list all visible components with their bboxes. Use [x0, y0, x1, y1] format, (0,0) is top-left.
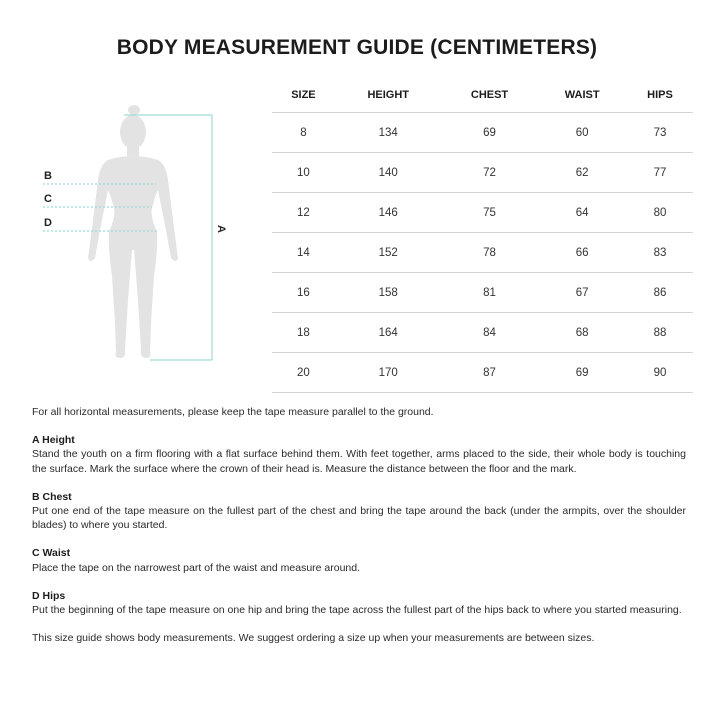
cell-waist: 68 [537, 313, 627, 353]
label-a: A [214, 225, 227, 233]
section-body: Place the tape on the narrowest part of the waist and measure around. [32, 561, 361, 574]
cell-chest: 75 [442, 193, 538, 233]
table-row [272, 193, 693, 233]
cell-height: 146 [335, 193, 442, 233]
cell-waist: 67 [537, 273, 627, 313]
cell-waist: 60 [537, 113, 627, 153]
section-hips [32, 589, 686, 617]
header-size: SIZE [272, 78, 335, 113]
header-chest: CHEST [442, 78, 538, 113]
section-heading: C Waist [32, 547, 71, 560]
measurement-notes [32, 405, 686, 645]
cell-hips: 88 [627, 313, 693, 353]
cell-size: 16 [272, 273, 335, 313]
cell-chest: 87 [442, 353, 538, 393]
header-hips: HIPS [627, 78, 693, 113]
cell-hips: 73 [627, 113, 693, 153]
body-figure [0, 100, 270, 380]
cell-height: 164 [335, 313, 442, 353]
table-row [272, 313, 693, 353]
section-body: Stand the youth on a firm flooring with a flat surface behind them. With feet together, arms placed to the side, their whole body is touching the surface. Mark the surface where the crown of their head is. Measure the distance between the floor and the mark. [32, 448, 686, 475]
footer-text: This size guide shows body measurements. We suggest ordering a size up when your measurements are between sizes. [32, 632, 595, 645]
cell-chest: 81 [442, 273, 538, 313]
section-body: Put the beginning of the tape measure on one hip and bring the tape across the fullest part of the hips back to where you started measuring. [32, 604, 682, 617]
table-row [272, 353, 693, 393]
table-row [272, 113, 693, 153]
size-table [272, 78, 693, 393]
cell-height: 152 [335, 233, 442, 273]
table-row [272, 273, 693, 313]
cell-size: 12 [272, 193, 335, 233]
intro-text: For all horizontal measurements, please keep the tape measure parallel to the ground. [32, 406, 434, 418]
section-body: Put one end of the tape measure on the fullest part of the chest and bring the tape around the back (under the armpits, over the shoulder blades) to where you started. [32, 505, 686, 532]
section-heading: D Hips [32, 589, 66, 602]
cell-height: 170 [335, 353, 442, 393]
cell-size: 10 [272, 153, 335, 193]
cell-size: 20 [272, 353, 335, 393]
cell-chest: 72 [442, 153, 538, 193]
section-waist [32, 546, 686, 574]
cell-size: 18 [272, 313, 335, 353]
cell-hips: 77 [627, 153, 693, 193]
label-d: D [44, 217, 52, 229]
section-heading: B Chest [32, 490, 72, 503]
cell-waist: 62 [537, 153, 627, 193]
header-height: HEIGHT [335, 78, 442, 113]
section-heading: A Height [32, 434, 75, 447]
table-row [272, 233, 693, 273]
label-c: C [44, 193, 52, 205]
cell-chest: 78 [442, 233, 538, 273]
cell-chest: 84 [442, 313, 538, 353]
cell-height: 134 [335, 113, 442, 153]
label-b: B [44, 170, 52, 182]
cell-chest: 69 [442, 113, 538, 153]
cell-waist: 64 [537, 193, 627, 233]
table-row [272, 153, 693, 193]
cell-hips: 86 [627, 273, 693, 313]
cell-waist: 69 [537, 353, 627, 393]
header-waist: WAIST [537, 78, 627, 113]
cell-hips: 83 [627, 233, 693, 273]
page-title: BODY MEASUREMENT GUIDE (CENTIMETERS) [116, 36, 598, 59]
section-chest [32, 490, 686, 533]
cell-hips: 80 [627, 193, 693, 233]
cell-size: 8 [272, 113, 335, 153]
body-silhouette [0, 100, 270, 380]
cell-waist: 66 [537, 233, 627, 273]
section-height [32, 433, 686, 476]
cell-size: 14 [272, 233, 335, 273]
cell-height: 140 [335, 153, 442, 193]
cell-height: 158 [335, 273, 442, 313]
cell-hips: 90 [627, 353, 693, 393]
table-header-row [272, 78, 693, 113]
